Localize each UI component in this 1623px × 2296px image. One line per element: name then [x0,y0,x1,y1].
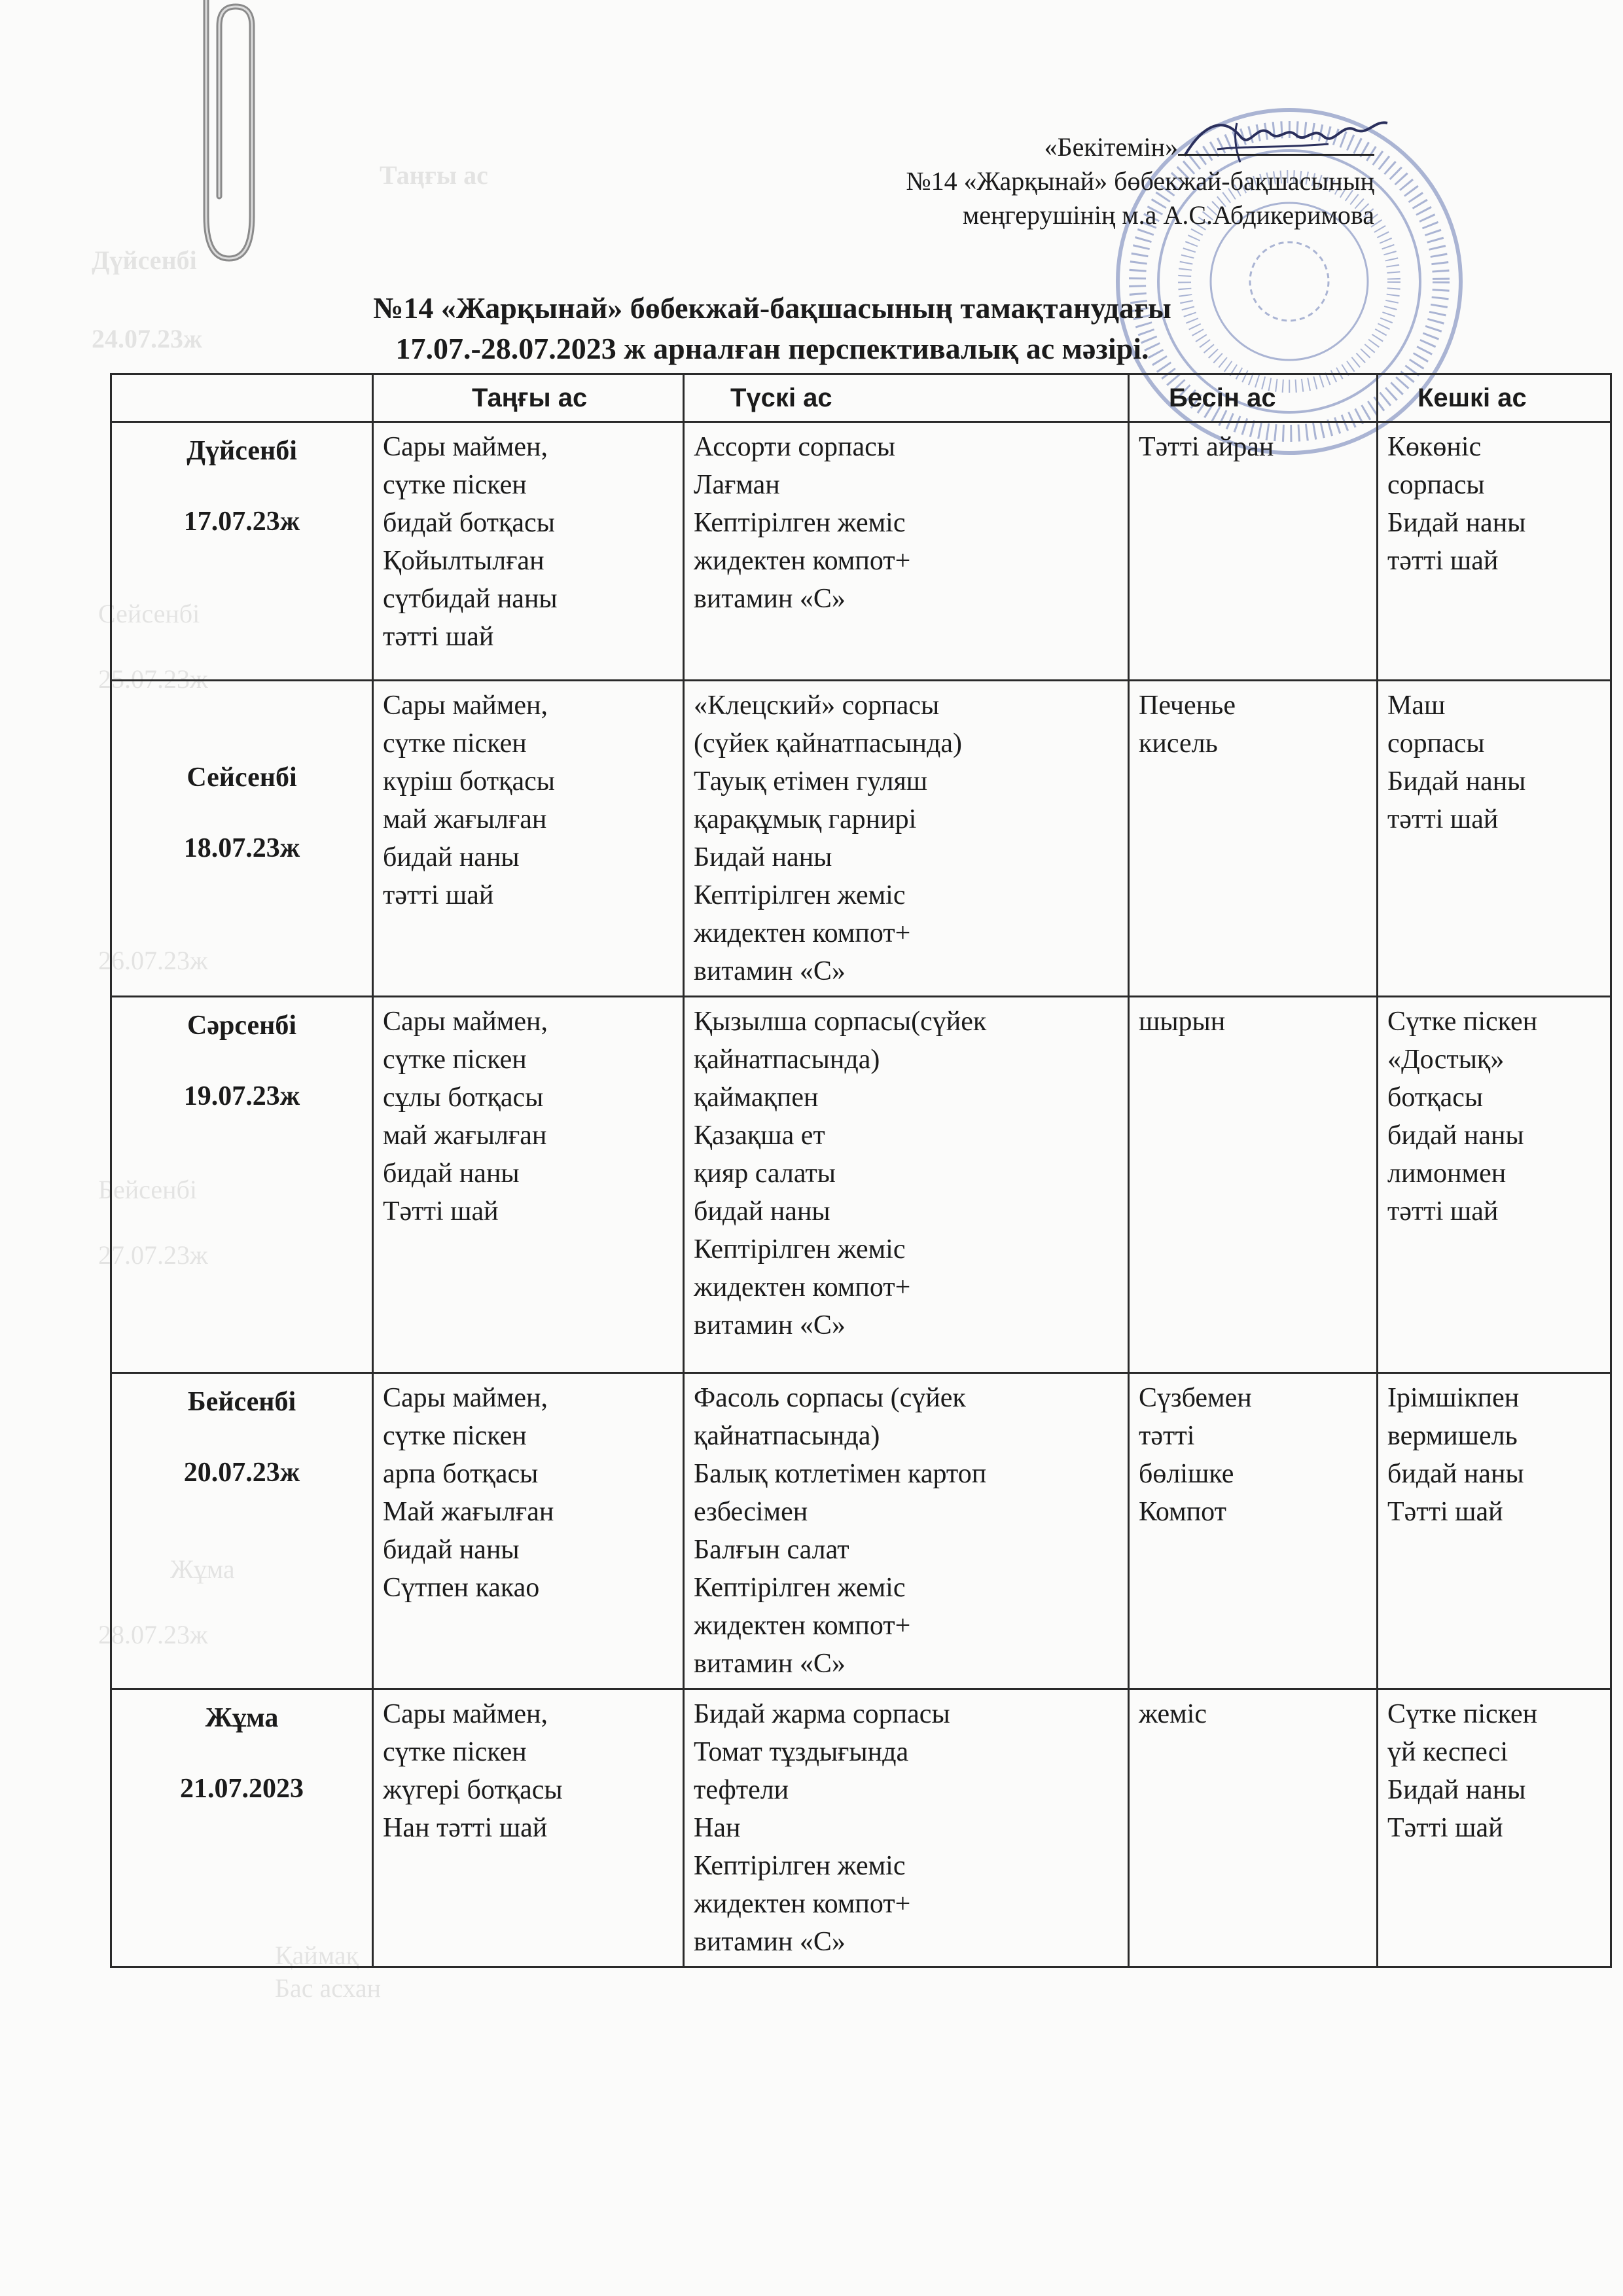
header-dinner: Кешкі ас [1378,374,1611,422]
lunch-line: Кептірілген жеміс [694,1573,906,1603]
day-date: 17.07.23ж [183,507,300,537]
dinner-line: тәтті шай [1387,546,1499,576]
lunch-cell [684,1689,1129,1967]
lunch-line: жидектен компот+ [694,1611,911,1641]
lunch-line: (сүйек қайнатпасында) [694,728,963,759]
breakfast-line: сүтке піскен [383,1045,527,1075]
breakfast-line: Қойылтылған [383,546,544,576]
breakfast-line: Сары маймен, [383,1383,548,1413]
dinner-line: Бидай наны [1387,1775,1526,1805]
approval-label: «Бекітемін» [1044,132,1178,162]
dinner-line: бидай наны [1387,1459,1524,1489]
lunch-line: Қазақша ет [694,1121,825,1151]
approval-block [720,128,1374,232]
bleed-through: Дүйсенбі 24.07.23ж Таңғы ас Сейсенбі 25.07.23ж 26.07.23ж Бейсенбі 27.07.23ж Жұма 28.07.23ж Қаймақ Бас асхан [92,160,488,2003]
breakfast-line: бидай наны [383,1158,520,1189]
breakfast-cell [373,997,684,1373]
snack-line: Компот [1139,1497,1226,1527]
dinner-line: вермишель [1387,1421,1518,1451]
dinner-cell [1378,681,1611,997]
snack-line: Печенье [1139,691,1236,721]
dinner-line: бидай наны [1387,1121,1524,1151]
title-line-1: №14 «Жарқынай» бөбекжай-бақшасының тамақтанудағы [373,291,1171,325]
header-day [111,374,373,422]
lunch-cell [684,1373,1129,1689]
dinner-line: лимонмен [1387,1158,1507,1189]
breakfast-line: сүтке піскен [383,1737,527,1767]
lunch-cell [684,997,1129,1373]
snack-cell [1129,681,1378,997]
lunch-line: қайнатпасында) [694,1045,880,1075]
dinner-line: үй кеспесі [1387,1737,1508,1767]
dinner-line: Ірімшікпен [1387,1383,1520,1413]
breakfast-cell [373,681,684,997]
lunch-line: Бидай жарма сорпасы [694,1699,950,1729]
lunch-line: Лағман [694,470,780,500]
paper-clip-icon [167,0,265,275]
day-cell [111,422,373,681]
snack-cell [1129,997,1378,1373]
breakfast-line: Сары маймен, [383,1699,548,1729]
dinner-line: «Достық» [1387,1045,1505,1075]
snack-line: жеміс [1139,1699,1207,1729]
dinner-line: тәтті шай [1387,1196,1499,1227]
lunch-line: витамин «С» [694,1310,846,1340]
lunch-line: қарақұмық гарнирі [694,804,917,834]
lunch-line: Нан [694,1813,741,1843]
lunch-line: витамин «С» [694,1649,846,1679]
breakfast-line: сүтке піскен [383,728,527,759]
breakfast-line: Сүтпен какао [383,1573,540,1603]
day-date: 21.07.2023 [180,1774,304,1804]
dinner-line: Көкөніс [1387,432,1482,462]
breakfast-line: күріш ботқасы [383,766,555,797]
table-row [111,1689,1611,1967]
lunch-line: жидектен компот+ [694,1889,911,1919]
breakfast-line: Сары маймен, [383,691,548,721]
breakfast-line: тәтті шай [383,622,494,652]
lunch-line: Фасоль сорпасы (сүйек [694,1383,966,1413]
dinner-line: ботқасы [1387,1083,1484,1113]
day-cell [111,1373,373,1689]
header-lunch: Түскі ас [684,374,1129,422]
dinner-line: Бидай наны [1387,508,1526,538]
day-date: 19.07.23ж [183,1081,300,1111]
snack-line: тәтті [1139,1421,1195,1451]
lunch-line: Кептірілген жеміс [694,1234,906,1265]
lunch-line: Кептірілген жеміс [694,1851,906,1881]
header-row [111,374,1611,422]
day-cell [111,1689,373,1967]
signature-line [1178,128,1374,156]
table-row [111,1373,1611,1689]
breakfast-line: сұлы ботқасы [383,1083,544,1113]
day-cell [111,681,373,997]
lunch-line: Қызылша сорпасы(сүйек [694,1007,987,1037]
dinner-line: Сүтке піскен [1387,1007,1538,1037]
lunch-line: Балық котлетімен картоп [694,1459,987,1489]
lunch-line: Балғын салат [694,1535,849,1565]
snack-cell [1129,422,1378,681]
snack-cell [1129,1373,1378,1689]
dinner-cell [1378,997,1611,1373]
title-line-2: 17.07.-28.07.2023 ж арналған перспективалық ас мәзірі. [395,332,1149,365]
snack-line: шырын [1139,1007,1226,1037]
approval-org: №14 «Жарқынай» бөбекжай-бақшасының [906,166,1374,196]
day-name: Сейсенбі [187,762,297,793]
lunch-line: витамин «С» [694,584,846,614]
breakfast-line: Сары маймен, [383,1007,548,1037]
dinner-line: сорпасы [1387,470,1485,500]
breakfast-line: сүтбидай наны [383,584,558,614]
lunch-cell [684,422,1129,681]
day-name: Жұма [205,1703,279,1733]
breakfast-line: Сары маймен, [383,432,548,462]
dinner-line: Сүтке піскен [1387,1699,1538,1729]
lunch-line: витамин «С» [694,956,846,986]
snack-cell [1129,1689,1378,1967]
dinner-cell [1378,1373,1611,1689]
day-name: Бейсенбі [187,1387,296,1417]
breakfast-line: бидай ботқасы [383,508,555,538]
breakfast-line: тәтті шай [383,880,494,910]
breakfast-line: жүгері ботқасы [383,1775,563,1805]
dinner-line: Тәтті шай [1387,1497,1503,1527]
day-date: 18.07.23ж [183,833,300,863]
lunch-line: Томат тұздығында [694,1737,909,1767]
breakfast-line: май жағылған [383,804,547,834]
breakfast-line: сүтке піскен [383,1421,527,1451]
lunch-line: қаймақпен [694,1083,819,1113]
dinner-cell [1378,422,1611,681]
dinner-line: тәтті шай [1387,804,1499,834]
lunch-line: жидектен компот+ [694,918,911,948]
approval-head: меңгерушінің м.а А.С.Абдикеримова [962,200,1374,230]
breakfast-cell [373,422,684,681]
dinner-line: Маш [1387,691,1446,721]
lunch-line: Бидай наны [694,842,832,872]
header-snack: Бесін ас [1129,374,1378,422]
snack-line: кисель [1139,728,1218,759]
day-name: Сәрсенбі [187,1011,296,1041]
lunch-line: Тауық етімен гуляш [694,766,928,797]
lunch-line: Кептірілген жеміс [694,880,906,910]
lunch-cell [684,681,1129,997]
header-breakfast: Таңғы ас [373,374,684,422]
breakfast-line: Нан тәтті шай [383,1813,548,1843]
lunch-line: жидектен компот+ [694,1272,911,1302]
lunch-line: «Клецский» сорпасы [694,691,940,721]
breakfast-line: Тәтті шай [383,1196,499,1227]
dinner-line: сорпасы [1387,728,1485,759]
page-title [196,288,1348,369]
lunch-line: қайнатпасында) [694,1421,880,1451]
breakfast-line: сүтке піскен [383,470,527,500]
lunch-line: тефтели [694,1775,789,1805]
lunch-line: Ассорти сорпасы [694,432,895,462]
lunch-line: жидектен компот+ [694,546,911,576]
table-row [111,997,1611,1373]
breakfast-line: бидай наны [383,842,520,872]
lunch-line: езбесімен [694,1497,808,1527]
day-cell [111,997,373,1373]
snack-line: Тәтті айран [1139,432,1274,462]
table-row [111,422,1611,681]
dinner-cell [1378,1689,1611,1967]
breakfast-cell [373,1689,684,1967]
snack-line: бөлішке [1139,1459,1234,1489]
lunch-line: витамин «С» [694,1927,846,1957]
breakfast-line: май жағылған [383,1121,547,1151]
lunch-line: Кептірілген жеміс [694,508,906,538]
table-row [111,681,1611,997]
dinner-line: Тәтті шай [1387,1813,1503,1843]
breakfast-line: бидай наны [383,1535,520,1565]
breakfast-line: Май жағылған [383,1497,554,1527]
breakfast-line: арпа ботқасы [383,1459,539,1489]
menu-table [110,373,1612,1968]
snack-line: Сүзбемен [1139,1383,1252,1413]
dinner-line: Бидай наны [1387,766,1526,797]
breakfast-cell [373,1373,684,1689]
lunch-line: қияр салаты [694,1158,836,1189]
lunch-line: бидай наны [694,1196,830,1227]
day-name: Дүйсенбі [187,436,297,466]
day-date: 20.07.23ж [183,1458,300,1488]
